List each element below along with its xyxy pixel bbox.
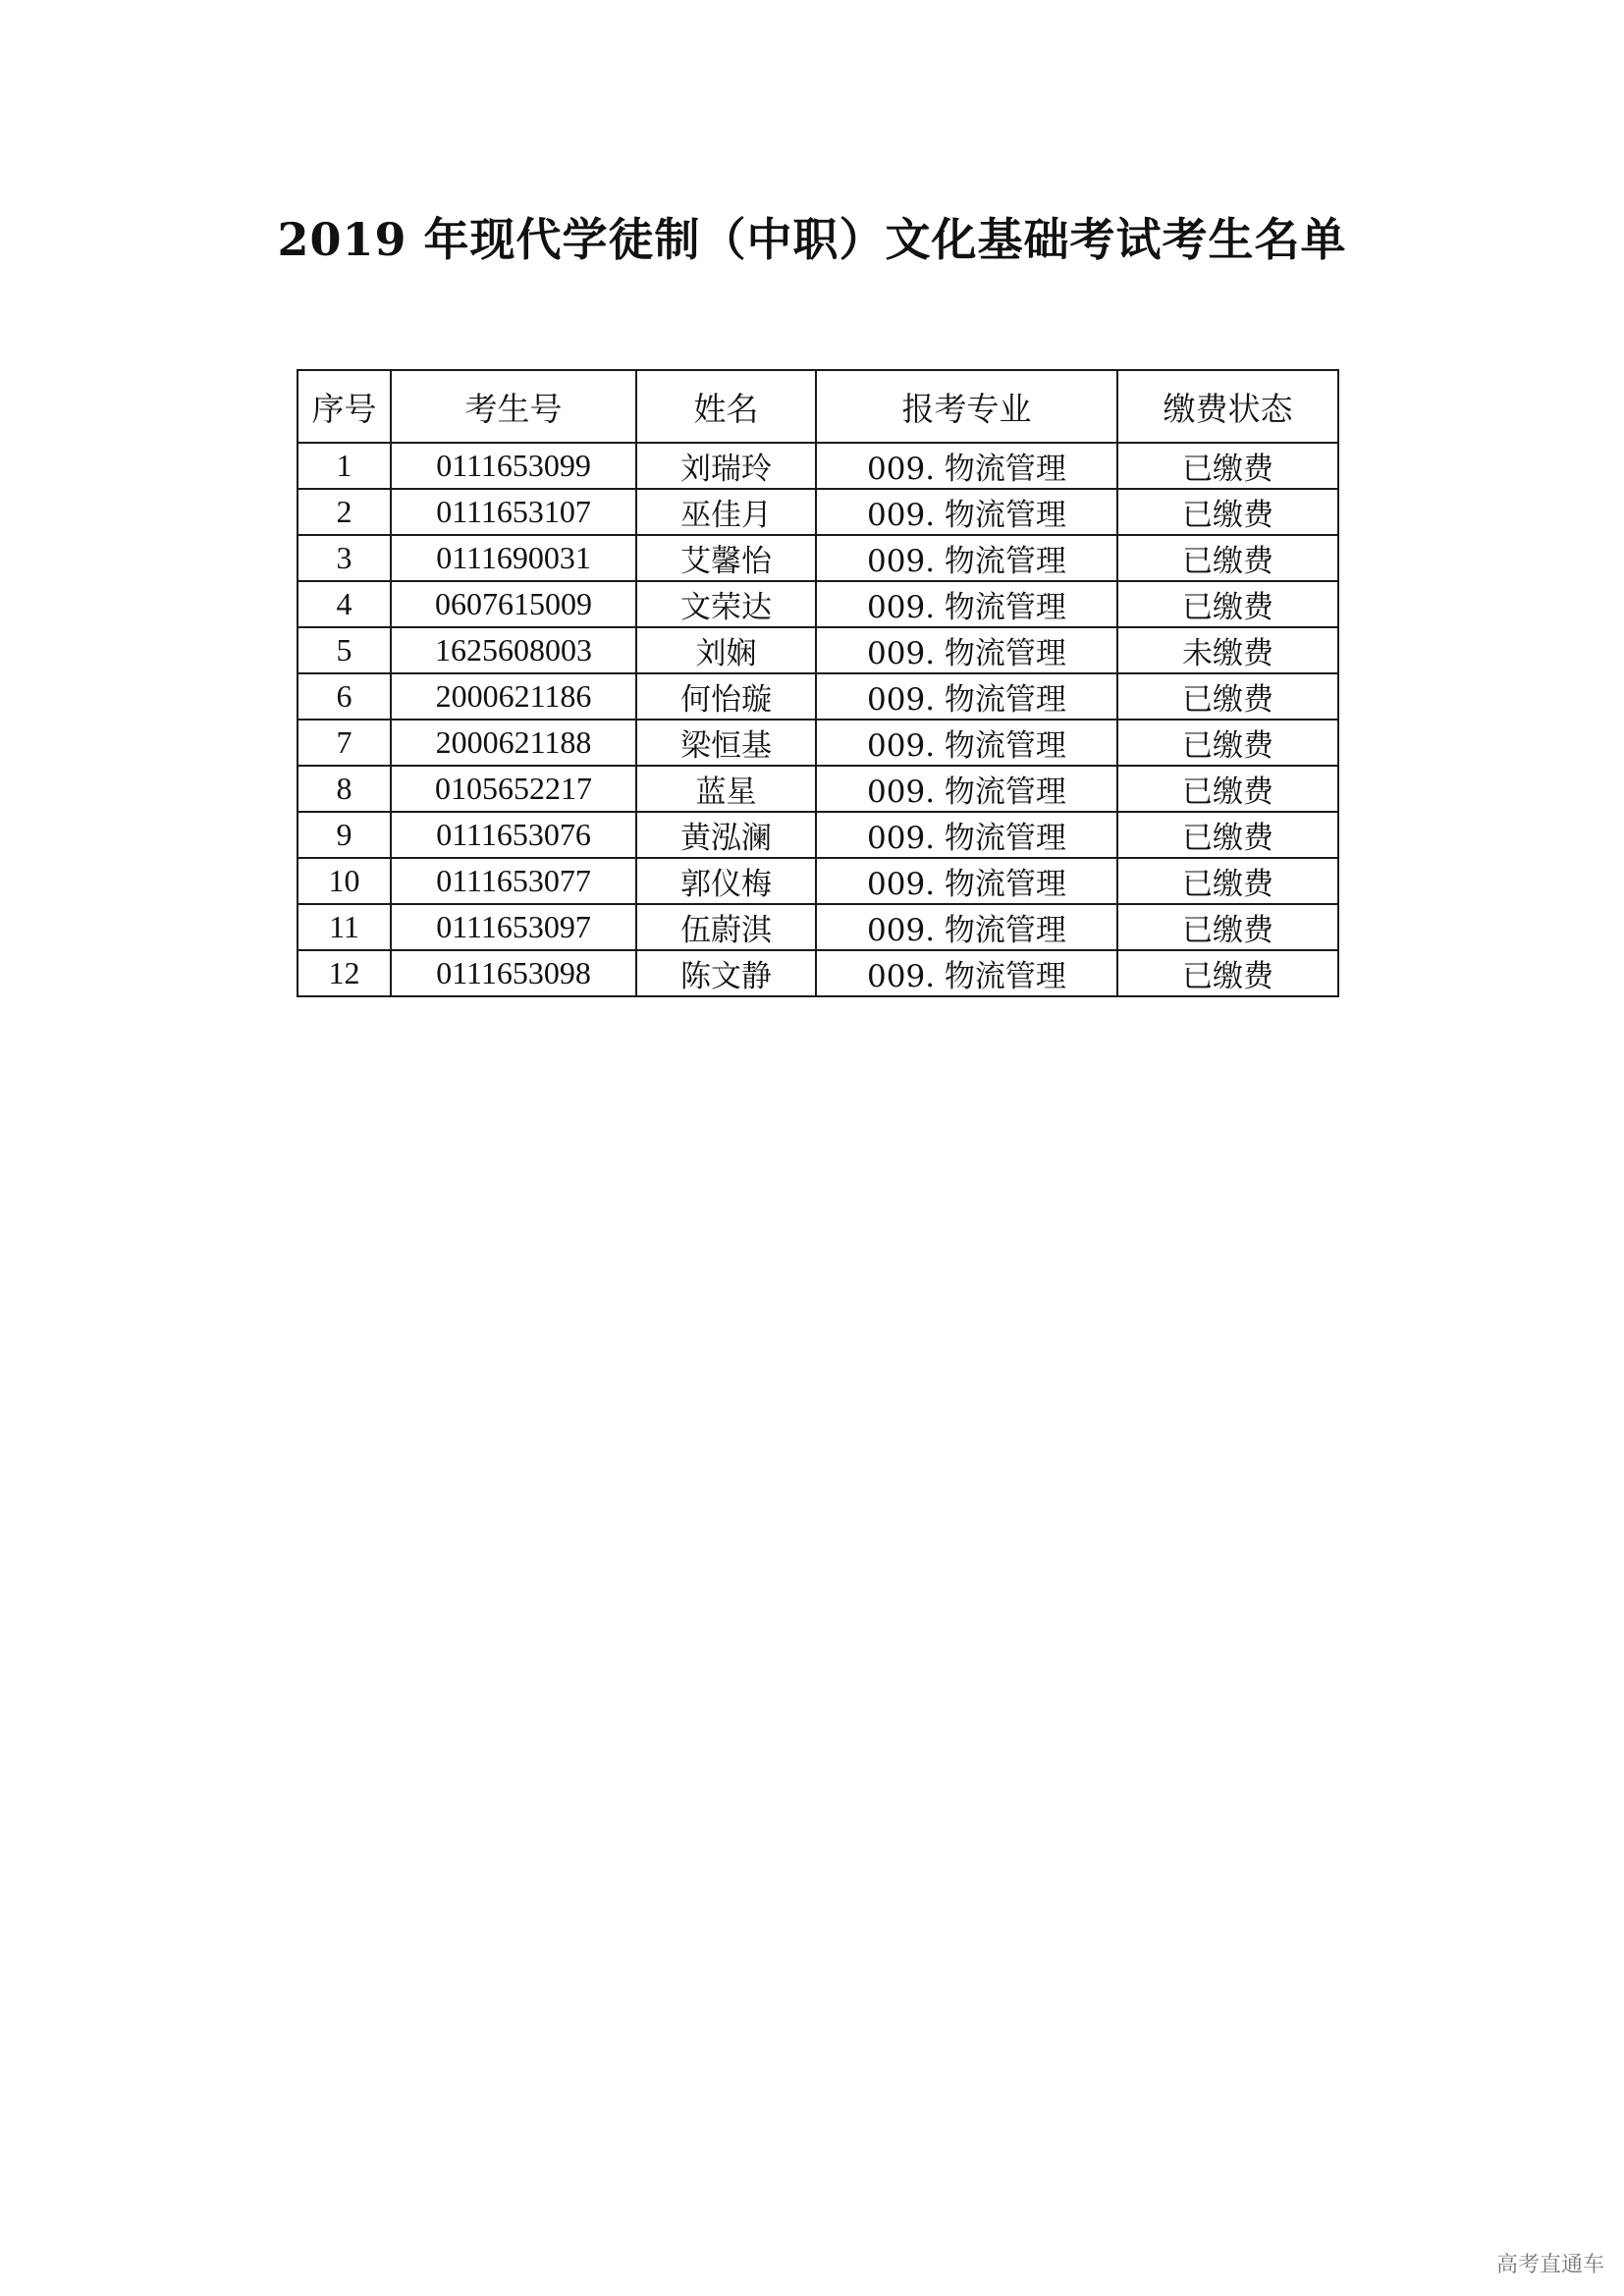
cell-seq: 12 bbox=[298, 950, 391, 996]
cell-status: 已缴费 bbox=[1117, 950, 1338, 996]
cell-major: 009. 物流管理 bbox=[816, 950, 1117, 996]
cell-name: 艾馨怡 bbox=[636, 535, 816, 581]
cell-seq: 2 bbox=[298, 489, 391, 535]
header-status: 缴费状态 bbox=[1117, 370, 1338, 443]
cell-exam-no: 2000621186 bbox=[391, 673, 636, 720]
cell-status: 已缴费 bbox=[1117, 581, 1338, 627]
cell-name: 文荣达 bbox=[636, 581, 816, 627]
cell-major: 009. 物流管理 bbox=[816, 673, 1117, 720]
cell-exam-no: 0111653107 bbox=[391, 489, 636, 535]
cell-seq: 4 bbox=[298, 581, 391, 627]
cell-major: 009. 物流管理 bbox=[816, 489, 1117, 535]
cell-major: 009. 物流管理 bbox=[816, 720, 1117, 766]
header-name: 姓名 bbox=[636, 370, 816, 443]
table-header-row bbox=[298, 370, 1338, 443]
cell-major: 009. 物流管理 bbox=[816, 904, 1117, 950]
header-major: 报考专业 bbox=[816, 370, 1117, 443]
cell-name: 刘娴 bbox=[636, 627, 816, 673]
cell-name: 何怡璇 bbox=[636, 673, 816, 720]
cell-status: 已缴费 bbox=[1117, 766, 1338, 812]
cell-major: 009. 物流管理 bbox=[816, 443, 1117, 489]
cell-name: 郭仪梅 bbox=[636, 858, 816, 904]
cell-name: 黄泓澜 bbox=[636, 812, 816, 858]
cell-name: 蓝星 bbox=[636, 766, 816, 812]
cell-exam-no: 1625608003 bbox=[391, 627, 636, 673]
cell-status: 已缴费 bbox=[1117, 673, 1338, 720]
table-row bbox=[298, 950, 1338, 996]
cell-status: 已缴费 bbox=[1117, 535, 1338, 581]
cell-seq: 1 bbox=[298, 443, 391, 489]
cell-name: 刘瑞玲 bbox=[636, 443, 816, 489]
cell-major: 009. 物流管理 bbox=[816, 766, 1117, 812]
cell-exam-no: 0111690031 bbox=[391, 535, 636, 581]
table-row bbox=[298, 858, 1338, 904]
table-row bbox=[298, 904, 1338, 950]
cell-exam-no: 0111653098 bbox=[391, 950, 636, 996]
cell-seq: 9 bbox=[298, 812, 391, 858]
cell-status: 已缴费 bbox=[1117, 812, 1338, 858]
cell-seq: 6 bbox=[298, 673, 391, 720]
cell-seq: 5 bbox=[298, 627, 391, 673]
cell-seq: 10 bbox=[298, 858, 391, 904]
table-row bbox=[298, 489, 1338, 535]
table-row bbox=[298, 627, 1338, 673]
cell-status: 已缴费 bbox=[1117, 904, 1338, 950]
cell-major: 009. 物流管理 bbox=[816, 627, 1117, 673]
cell-exam-no: 2000621188 bbox=[391, 720, 636, 766]
table-row bbox=[298, 535, 1338, 581]
cell-status: 未缴费 bbox=[1117, 627, 1338, 673]
cell-seq: 8 bbox=[298, 766, 391, 812]
watermark-text: 高考直通车 bbox=[1495, 2253, 1604, 2277]
cell-status: 已缴费 bbox=[1117, 443, 1338, 489]
cell-major: 009. 物流管理 bbox=[816, 858, 1117, 904]
cell-exam-no: 0111653097 bbox=[391, 904, 636, 950]
cell-major: 009. 物流管理 bbox=[816, 581, 1117, 627]
table-row bbox=[298, 766, 1338, 812]
table-row bbox=[298, 720, 1338, 766]
cell-major: 009. 物流管理 bbox=[816, 812, 1117, 858]
document-title: 2019 年现代学徒制（中职）文化基础考试考生名单 bbox=[277, 213, 1347, 266]
table-row bbox=[298, 581, 1338, 627]
table-row bbox=[298, 443, 1338, 489]
cell-exam-no: 0111653076 bbox=[391, 812, 636, 858]
cell-name: 陈文静 bbox=[636, 950, 816, 996]
header-seq: 序号 bbox=[298, 370, 391, 443]
cell-status: 已缴费 bbox=[1117, 858, 1338, 904]
cell-exam-no: 0111653099 bbox=[391, 443, 636, 489]
cell-name: 伍蔚淇 bbox=[636, 904, 816, 950]
cell-major: 009. 物流管理 bbox=[816, 535, 1117, 581]
table-row bbox=[298, 673, 1338, 720]
cell-exam-no: 0111653077 bbox=[391, 858, 636, 904]
cell-exam-no: 0105652217 bbox=[391, 766, 636, 812]
cell-seq: 11 bbox=[298, 904, 391, 950]
cell-seq: 3 bbox=[298, 535, 391, 581]
table-body bbox=[298, 443, 1338, 996]
cell-status: 已缴费 bbox=[1117, 720, 1338, 766]
cell-status: 已缴费 bbox=[1117, 489, 1338, 535]
candidate-table bbox=[297, 369, 1339, 997]
cell-seq: 7 bbox=[298, 720, 391, 766]
cell-name: 巫佳月 bbox=[636, 489, 816, 535]
table-row bbox=[298, 812, 1338, 858]
cell-exam-no: 0607615009 bbox=[391, 581, 636, 627]
cell-name: 梁恒基 bbox=[636, 720, 816, 766]
header-exam-no: 考生号 bbox=[391, 370, 636, 443]
